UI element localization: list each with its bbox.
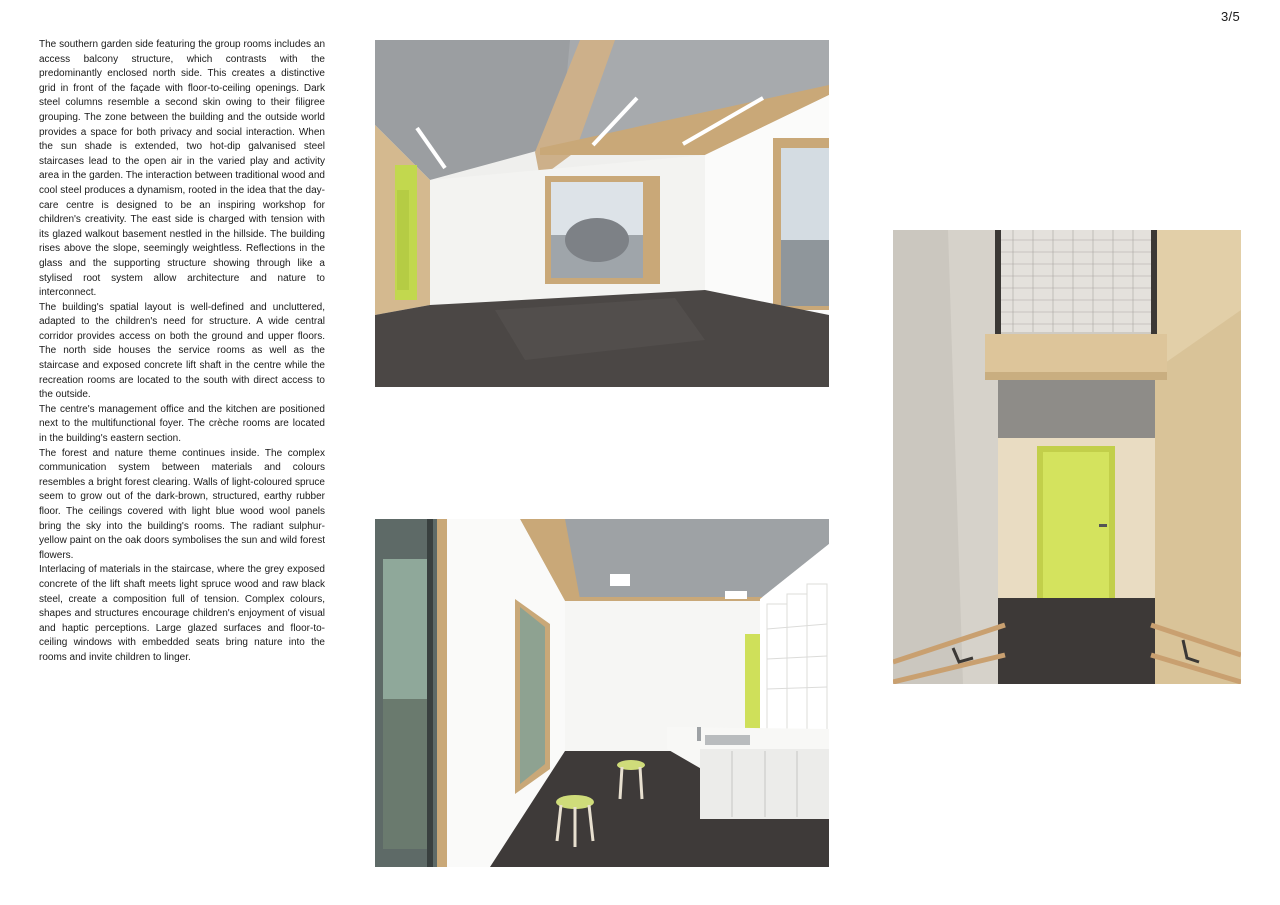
page-number: 3/5 [1221,9,1240,24]
paragraph: The forest and nature theme continues inside. The complex communication system between materials and colours resembles a bright forest clearing. Walls of light-coloured spruce seem to grow out of the dark-brown, structured, earthy rubber floor. The ceilings covered with light blue wood wool panels bring the sky into the building's rooms. The radiant sulphur-yellow paint on the oak doors symbolises the sun and wild forest flowers. [39,447,325,561]
body-text [39,38,325,666]
paragraph: The southern garden side featuring the group rooms includes an access balcony structure, which contrasts with the predominantly enclosed north side. This creates a distinctive grid in front of the façade with floor-to-ceiling openings. Dark steel columns resemble a second skin owing to their filigree grouping. The zone between the building and the outside world provides a space for both privacy and social interaction. When the sun shade is extended, two hot-dip galvanised steel staircases lead to the open air in the varied play and activity area in the garden. The interaction between traditional wood and cool steel produces a dynamism, rooted in the idea that the day-care centre is designed to be an inspiring workshop for children's creativity. The east side is charged with tension with its glazed walkout basement nestled in the hillside. The building rises above the slope, seemingly weightless. Reflections in the glass and the supporting structure showing through like a stylised root system allow architecture and nature to interconnect. [39,39,325,299]
photo-staircase [893,230,1241,684]
paragraph: The centre's management office and the kitchen are positioned next to the multifunctional foyer. The crèche rooms are located in the building's eastern section. [39,403,325,445]
paragraph: Interlacing of materials in the staircase, where the grey exposed concrete of the lift shaft meets light spruce wood and raw black steel, create a composition full of tension. Complex colours, shapes and structures encourage children's enjoyment of visual and haptic perceptions. Large glazed surfaces and floor-to-ceiling windows with embedded seats bring nature into the rooms and invite children to linger. [39,564,325,663]
paragraph: The building's spatial layout is well-defined and uncluttered, adapted to the children's need for structure. A wide central corridor provides access on both the ground and upper floors. The north side houses the service rooms as well as the staircase and exposed concrete lift shaft in the centre while the recreation rooms are located to the south with direct access to the outside. [39,301,325,401]
photo-kitchen-room [375,519,829,867]
photo-group-room [375,40,829,387]
